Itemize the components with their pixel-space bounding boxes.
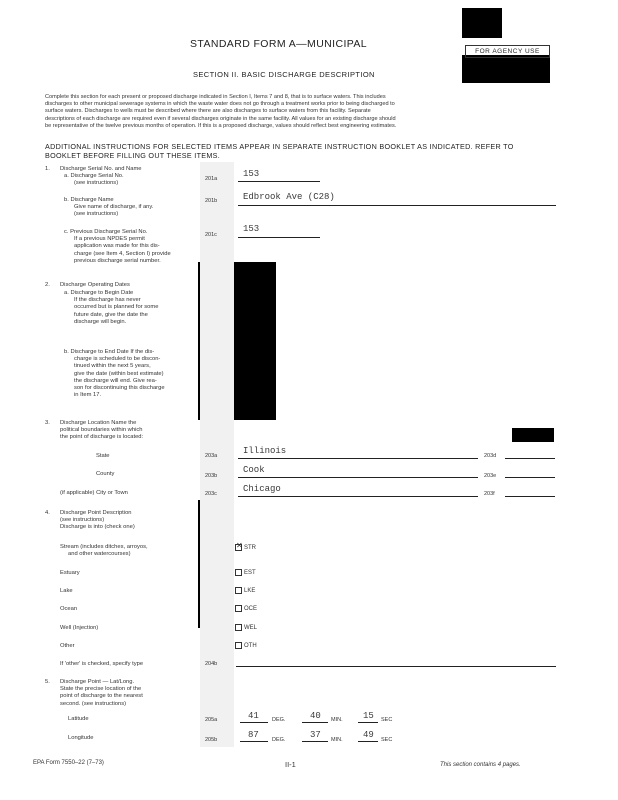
option-ocean-checkbox[interactable]: OCE <box>235 605 257 612</box>
item1b-label: b. Discharge Name Give name of discharge, if any. (see instructions) <box>64 197 154 218</box>
field-line <box>505 458 555 459</box>
item2b-label: b. Discharge to End Date If the dis- charge is scheduled to be discon- tinued within the next 5 years, give the date (within best estimate) the discharge will end. Give rea- son for discontinuing this discharge in Item 17. <box>64 349 165 399</box>
deg-label: DEG. <box>272 737 286 743</box>
item1-title: Discharge Serial No. and Name <box>60 166 142 172</box>
longitude-label: Longitude <box>68 735 94 741</box>
item5-title: Discharge Point — Lat/Long. State the precise location of the point of discharge to the nearest second. (see instructions) <box>60 679 143 707</box>
sec-label: SEC <box>381 717 393 723</box>
other-type-field[interactable] <box>236 666 556 667</box>
state-value[interactable]: Illinois <box>243 446 287 456</box>
deg-label: DEG. <box>272 717 286 723</box>
section-title: SECTION II. BASIC DISCHARGE DESCRIPTION <box>193 70 375 79</box>
option-lake-checkbox[interactable]: LKE <box>235 587 255 594</box>
option-ocean-label: Ocean <box>60 606 78 612</box>
item1a-label: a. Discharge Serial No. (see instructions) <box>64 173 124 187</box>
county-value[interactable]: Cook <box>243 465 265 475</box>
field-code: 201b <box>205 198 218 204</box>
option-lake-label: Lake <box>60 588 73 594</box>
field-line <box>240 722 268 723</box>
field-code: 204b <box>205 661 218 667</box>
intro-line: be representative of the twelve previous months of operation. If this is a proposed discharge, values should reflect best engineering estimates. <box>45 122 397 129</box>
field-code: 203b <box>205 473 218 479</box>
field-line <box>505 477 555 478</box>
redaction-top-2 <box>462 55 550 83</box>
item-number: 1. <box>45 166 50 172</box>
option-estuary-label: Estuary <box>60 570 80 576</box>
field-code: 203f <box>484 491 495 497</box>
field-line <box>505 496 555 497</box>
item-number: 5. <box>45 679 50 685</box>
form-title: STANDARD FORM A—MUNICIPAL <box>190 38 368 50</box>
option-other-label: Other <box>60 643 75 649</box>
option-stream-label: Stream (includes ditches, arroyos, and other watercourses) <box>60 544 148 558</box>
other-type-label: If 'other' is checked, specify type <box>60 661 144 667</box>
field-line <box>238 458 478 459</box>
checkbox-icon[interactable] <box>235 605 242 612</box>
redaction-top-1 <box>462 8 502 38</box>
agency-use-box: FOR AGENCY USE <box>465 45 550 58</box>
latitude-sec-value[interactable]: 15 <box>363 711 374 721</box>
instructions-line: ADDITIONAL INSTRUCTIONS FOR SELECTED ITEMS APPEAR IN SEPARATE INSTRUCTION BOOKLET AS INDICATED. REFER TO <box>45 142 514 151</box>
checkbox-icon[interactable] <box>235 624 242 631</box>
field-line <box>358 722 378 723</box>
field-code: 205b <box>205 737 218 743</box>
discharge-serial-value[interactable]: 153 <box>243 169 260 179</box>
field-code: 201c <box>205 232 217 238</box>
previous-serial-value[interactable]: 153 <box>243 224 260 234</box>
page-number: II-1 <box>285 760 296 769</box>
intro-paragraph <box>45 94 565 130</box>
item-number: 3. <box>45 420 50 426</box>
field-line <box>302 741 328 742</box>
item-number: 2. <box>45 282 50 288</box>
field-line <box>238 237 320 238</box>
field-code: 201a <box>205 176 218 182</box>
field-line <box>240 741 268 742</box>
checkbox-icon[interactable] <box>235 587 242 594</box>
field-line <box>238 181 320 182</box>
intro-line: Complete this section for each present or proposed discharge indicated in Section I, Items 7 and 8, that is to surface waters. This includes <box>45 94 386 100</box>
intro-line: descriptions of each discharge are required even if several discharges originate in the same facility. All values for an existing discharge should <box>45 115 396 122</box>
field-code: 203a <box>205 453 218 459</box>
intro-line: surface waters. Discharges to wells must be described where there are also discharges to surface waters from this facility. Separate <box>45 108 371 115</box>
field-code: 203c <box>205 491 217 497</box>
option-stream-checkbox[interactable]: ✕ STR <box>236 541 256 552</box>
longitude-sec-value[interactable]: 49 <box>363 730 374 740</box>
field-line <box>302 722 328 723</box>
latitude-label: Latitude <box>68 716 89 722</box>
section-note: This section contains 4 pages. <box>440 762 521 768</box>
longitude-deg-value[interactable]: 87 <box>248 730 259 740</box>
item4-title: Discharge Point Description (see instructions) Discharge is into (check one) <box>60 510 135 531</box>
field-line <box>238 496 478 497</box>
option-estuary-checkbox[interactable]: EST <box>235 569 256 576</box>
option-well-label: Well (Injection) <box>60 625 99 631</box>
item-number: 4. <box>45 510 50 516</box>
state-label: State <box>96 453 110 459</box>
item3-title: Discharge Location Name the political boundaries within which the point of discharge is located: <box>60 420 144 441</box>
field-line <box>358 741 378 742</box>
additional-instructions <box>45 142 575 160</box>
field-line <box>238 205 556 206</box>
city-value[interactable]: Chicago <box>243 484 281 494</box>
field-code: 205a <box>205 717 218 723</box>
latitude-min-value[interactable]: 40 <box>310 711 321 721</box>
city-label: (if applicable) City or Town <box>60 490 128 496</box>
county-label: County <box>96 471 115 477</box>
option-well-checkbox[interactable]: WEL <box>235 624 257 631</box>
field-code: 203d <box>484 453 497 459</box>
field-line <box>238 477 478 478</box>
item2-title: Discharge Operating Dates <box>60 282 130 288</box>
instructions-line: BOOKLET BEFORE FILLING OUT THESE ITEMS. <box>45 151 221 160</box>
longitude-min-value[interactable]: 37 <box>310 730 321 740</box>
min-label: MIN. <box>331 717 343 723</box>
intro-line: discharges to other municipal sewerage systems in which the waste water does not go through a treatment works prior to being discharged to <box>45 101 395 108</box>
min-label: MIN. <box>331 737 343 743</box>
latitude-deg-value[interactable]: 41 <box>248 711 259 721</box>
option-other-checkbox[interactable]: OTH <box>235 642 257 649</box>
redaction-right <box>512 428 554 442</box>
form-number: EPA Form 7550–22 (7–73) <box>33 760 104 766</box>
discharge-name-value[interactable]: Edbrook Ave (C28) <box>243 192 335 202</box>
checkbox-icon[interactable] <box>235 642 242 649</box>
field-code: 203e <box>484 473 497 479</box>
sec-label: SEC <box>381 737 393 743</box>
item2a-label: a. Discharge to Begin Date If the discharge has never occurred but is planned for some future date, give the date the discharge will begin. <box>64 290 159 325</box>
checkbox-icon[interactable] <box>235 569 242 576</box>
checkbox-checked-icon[interactable]: ✕ <box>236 541 243 550</box>
item1c-label: c. Previous Discharge Serial No. If a previous NPDES permit application was made for this dis- charge (see Item 4, Section I) provide previous discharge serial number. <box>64 229 171 264</box>
